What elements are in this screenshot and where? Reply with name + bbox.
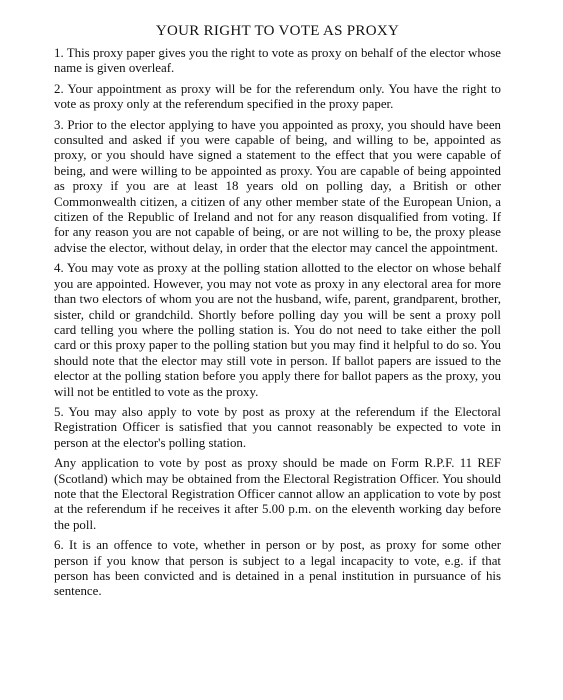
document-title: YOUR RIGHT TO VOTE AS PROXY [155, 23, 400, 39]
paragraph-2: 2. Your appointment as proxy will be for the referendum only. You have the right to vote as proxy only at the referendum specified in the proxy paper. [54, 81, 501, 112]
paragraph-4: 4. You may vote as proxy at the polling station allotted to the elector on whose behalf you are appointed. However, you may not vote as proxy in any electoral area for more than two electors of whom you are not the husband, wife, parent, grandparent, brother, sister, child or grandchild. Shortly before polling day you will be sent a proxy poll card telling you where the polling station is. You do not need to take either the poll card or this proxy paper to the polling station but you may find it helpful to do so. You should note that the elector may still vote in person. If ballot papers are issued to the elector at the polling station before you apply there for ballot papers as the proxy, you will not be entitled to vote as the proxy. [54, 261, 501, 399]
document-page [54, 22, 501, 605]
paragraph-3: 3. Prior to the elector applying to have you appointed as proxy, you should have been consulted and asked if you were capable of being, and willing to be, appointed as proxy, or you should have signed a statement to the effect that you were capable of being, and were willing to be appointed as proxy. You are capable of being appointed as proxy if you are at least 18 years old on polling day, a British or other Commonwealth citizen, a citizen of any other member state of the European Union, a citizen of the Republic of Ireland and not for any reason disqualified from voting. If for any reason you are not capable of being, or are not willing to be, the proxy please advise the elector, without delay, in order that the elector may cancel the appointment. [54, 117, 501, 255]
paragraph-5: 5. You may also apply to vote by post as proxy at the referendum if the Electoral Registration Officer is satisfied that you cannot reasonably be expected to vote in person at the elector's polling station. [54, 404, 501, 450]
paragraph-1: 1. This proxy paper gives you the right to vote as proxy on behalf of the elector whose name is given overleaf. [54, 46, 501, 76]
paragraph-6: 6. It is an offence to vote, whether in person or by post, as proxy for some other person if you know that person is subject to a legal incapacity to vote, e.g. if that person has been convicted and is detained in a penal institution in pursuance of his sentence. [54, 538, 501, 599]
paragraph-5-application: Any application to vote by post as proxy should be made on Form R.P.F. 11 REF (Scotland) which may be obtained from the Electoral Registration Officer. You should note that the Electoral Registration Officer cannot allow an application to vote by post at the referendum if he receives it after 5.00 p.m. on the eleventh working day before the poll. [54, 456, 501, 532]
